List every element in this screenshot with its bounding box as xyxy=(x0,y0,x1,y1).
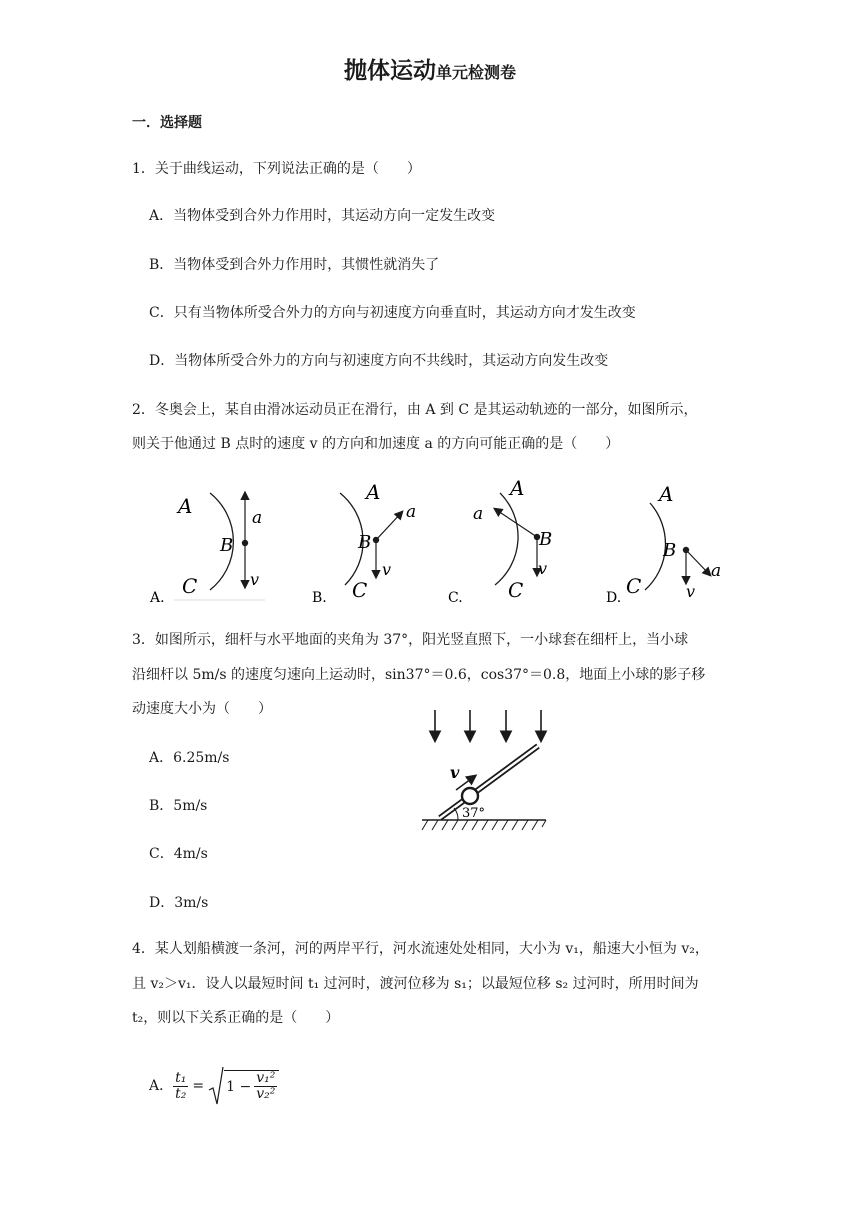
q4-stem-line1: 4．某人划船横渡一条河，河的两岸平行，河水流速处处相同，大小为 v₁，船速大小恒为 v₂， xyxy=(132,941,709,957)
q2a-label-a: A xyxy=(178,494,193,518)
q2c-label-acc: a xyxy=(473,504,484,524)
q3-option-d: D．3m/s xyxy=(149,895,209,911)
q3-angle-label: 37° xyxy=(462,806,486,821)
q2-figure-b xyxy=(312,480,416,605)
q2b-label-acc: a xyxy=(406,502,417,522)
q2-option-a-label: A. xyxy=(150,590,165,605)
title-suffix: 单元检测卷 xyxy=(435,63,516,82)
inclined-rod xyxy=(440,746,538,818)
q2-figure-c xyxy=(448,476,552,605)
q2d-label-vel: v xyxy=(686,582,696,601)
q2-stem-line2: 则关于他通过 B 点时的速度 v 的方向和加速度 a 的方向可能正确的是（ ） xyxy=(132,436,620,452)
q1-option-d: D．当物体所受合外力的方向与初速度方向不共线时，其运动方向发生改变 xyxy=(149,353,609,369)
q2c-label-vel: v xyxy=(538,559,548,578)
q2-option-b-label: B. xyxy=(312,590,327,605)
q2a-label-c: C xyxy=(182,574,198,598)
q2d-label-c: C xyxy=(626,574,642,598)
q4-option-a xyxy=(149,1066,279,1106)
ball xyxy=(462,788,478,804)
title-main: 抛体运动 xyxy=(343,58,436,84)
q2a-label-acc: a xyxy=(252,508,263,528)
q4-rhs-numerator: v₁² xyxy=(256,1070,276,1086)
q4-rhs-denominator: v₂² xyxy=(256,1086,276,1102)
q2a-label-b: B xyxy=(220,535,234,556)
q2b-label-c: C xyxy=(352,578,368,602)
q4-lhs-numerator: t₁ xyxy=(175,1069,187,1086)
q4-option-a-label: A． xyxy=(149,1078,174,1094)
q2-figure-a xyxy=(149,493,265,605)
q3-option-c: C．4m/s xyxy=(149,846,208,862)
q2b-label-vel: v xyxy=(382,560,392,579)
q1-option-b: B．当物体受到合外力作用时，其惯性就消失了 xyxy=(149,257,440,273)
q3-stem-line1: 3．如图所示，细杆与水平地面的夹角为 37°，阳光竖直照下，一小球套在细杆上，当小球 xyxy=(132,632,689,648)
q2c-label-c: C xyxy=(508,578,524,602)
q3-stem-line2: 沿细杆以 5m/s 的速度匀速向上运动时，sin37°＝0.6，cos37°＝0.8，地面上小球的影子移 xyxy=(132,667,706,683)
sunlight-arrows xyxy=(435,710,541,740)
q3-option-b: B．5m/s xyxy=(149,798,208,814)
q2d-label-acc: a xyxy=(711,561,722,581)
q3-option-a: A．6.25m/s xyxy=(149,750,230,766)
q4-lhs-fraction xyxy=(173,1071,188,1102)
q4-one-minus: 1 − xyxy=(226,1078,252,1095)
ground xyxy=(422,820,546,830)
q3-figure xyxy=(418,706,550,832)
sqrt-content xyxy=(224,1070,279,1102)
q2-option-c-label: C. xyxy=(448,590,463,605)
q3-stem-line3: 动速度大小为（ ） xyxy=(132,701,272,717)
sqrt-sign xyxy=(208,1066,224,1106)
q2d-label-a: A xyxy=(659,482,674,506)
q2c-label-b: B xyxy=(539,529,553,550)
q1-stem: 1．关于曲线运动，下列说法正确的是（ ） xyxy=(132,161,421,177)
q2-figure-d xyxy=(606,482,721,605)
section-heading: 一．选择题 xyxy=(132,115,202,131)
q2-option-d-label: D. xyxy=(606,590,622,605)
q4-stem-line2: 且 v₂＞v₁．设人以最短时间 t₁ 过河时，渡河位移为 s₁；以最短位移 s₂ 过河时，所用时间为 xyxy=(132,976,699,992)
q2-stem-line1: 2．冬奥会上，某自由滑冰运动员正在滑行，由 A 到 C 是其运动轨迹的一部分，如图所示， xyxy=(132,402,698,418)
page-title xyxy=(0,52,860,85)
q4-equals: = xyxy=(192,1078,205,1094)
q4-rhs-fraction xyxy=(254,1071,277,1102)
q2c-label-a: A xyxy=(510,476,525,500)
q2b-label-a: A xyxy=(366,480,381,504)
q2-figures xyxy=(140,475,740,605)
q4-lhs-denominator: t₂ xyxy=(175,1085,187,1102)
q2a-label-vel: v xyxy=(250,570,260,589)
q1-option-a: A．当物体受到合外力作用时，其运动方向一定发生改变 xyxy=(149,208,496,224)
q3-velocity-label: v xyxy=(450,763,460,782)
q4-stem-line3: t₂，则以下关系正确的是（ ） xyxy=(132,1010,340,1026)
q2d-label-b: B xyxy=(663,540,677,561)
q1-option-c: C．只有当物体所受合外力的方向与初速度方向垂直时，其运动方向才发生改变 xyxy=(149,305,636,321)
q2b-label-b: B xyxy=(358,532,372,553)
